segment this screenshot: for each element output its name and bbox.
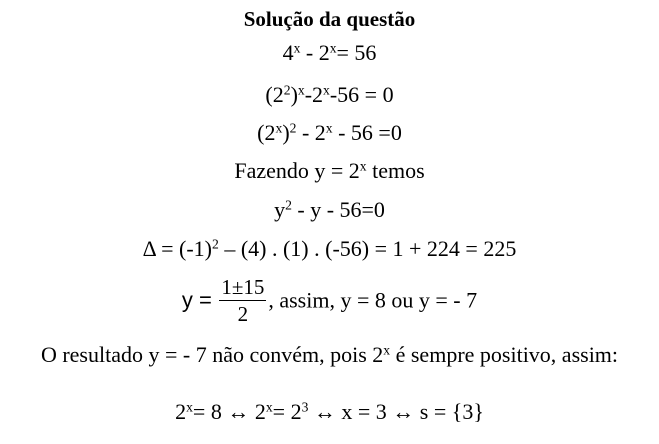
eq3-text: - 2 bbox=[296, 120, 326, 145]
eq2-text: -2 bbox=[304, 82, 324, 107]
eq3-text: (2 bbox=[257, 120, 276, 145]
discriminant-text: Δ = (-1) bbox=[142, 236, 212, 261]
quadratic-line bbox=[0, 197, 659, 223]
eq2-exponent: 2 bbox=[283, 82, 291, 98]
quadratic-text: - y - 56=0 bbox=[291, 197, 385, 222]
eq2-text: -56 = 0 bbox=[329, 82, 394, 107]
discriminant-text: – (4) . (1) . (-56) = 1 + 224 = 225 bbox=[218, 236, 517, 261]
solution-title: Solução da questão bbox=[243, 7, 416, 31]
eq2-text: ) bbox=[290, 82, 298, 107]
final-text: 2 bbox=[175, 399, 187, 424]
eq3-exponent: 2 bbox=[289, 120, 297, 136]
conclusion-text: O resultado y = - 7 não convém, pois 2 bbox=[40, 342, 384, 367]
eq3-text: - 56 =0 bbox=[332, 120, 402, 145]
eq2-text: (2 bbox=[265, 82, 284, 107]
conclusion-text: é sempre positivo, assim: bbox=[390, 342, 619, 367]
substitution-text: temos bbox=[366, 158, 425, 183]
final-exponent: 3 bbox=[301, 399, 309, 415]
substitution-exponent: x bbox=[359, 158, 367, 174]
equation-line-1 bbox=[0, 40, 659, 66]
eq2-exponent: x bbox=[297, 82, 305, 98]
formula-lhs: y = bbox=[181, 287, 212, 313]
eq3-text: ) bbox=[282, 120, 290, 145]
final-solution-line bbox=[0, 399, 659, 425]
final-text: = 8 ↔ 2 bbox=[192, 399, 266, 424]
eq2-exponent: x bbox=[323, 82, 330, 98]
substitution-text: Fazendo y = 2 bbox=[234, 158, 360, 183]
final-exponent: x bbox=[265, 399, 273, 415]
fraction-denominator: 2 bbox=[237, 302, 249, 326]
formula-result: , assim, y = 8 ou y = - 7 bbox=[268, 287, 478, 313]
quadratic-exponent: 2 bbox=[285, 197, 292, 213]
final-exponent: x bbox=[186, 399, 193, 415]
fraction bbox=[219, 276, 266, 325]
equation-line-2 bbox=[0, 82, 659, 108]
substitution-line bbox=[0, 158, 659, 184]
discriminant-line bbox=[0, 236, 659, 262]
eq1-text: 4 bbox=[282, 40, 294, 65]
conclusion-line bbox=[0, 342, 659, 368]
fraction-numerator: 1±15 bbox=[221, 275, 265, 299]
final-text: ↔ x = 3 ↔ s = {3} bbox=[308, 399, 484, 424]
conclusion-exponent: x bbox=[383, 342, 391, 358]
eq1-text: - 2 bbox=[300, 40, 330, 65]
final-text: = 2 bbox=[272, 399, 302, 424]
discriminant-exponent: 2 bbox=[212, 236, 219, 252]
eq1-exponent: x bbox=[329, 40, 337, 56]
equation-line-3 bbox=[0, 120, 659, 146]
quadratic-text: y bbox=[274, 197, 286, 222]
eq3-exponent: x bbox=[275, 120, 283, 136]
eq3-exponent: x bbox=[325, 120, 333, 136]
bhaskara-formula-line bbox=[0, 276, 659, 326]
fraction-bar bbox=[219, 300, 266, 301]
eq1-exponent: x bbox=[293, 40, 301, 56]
eq1-text: = 56 bbox=[336, 40, 377, 65]
